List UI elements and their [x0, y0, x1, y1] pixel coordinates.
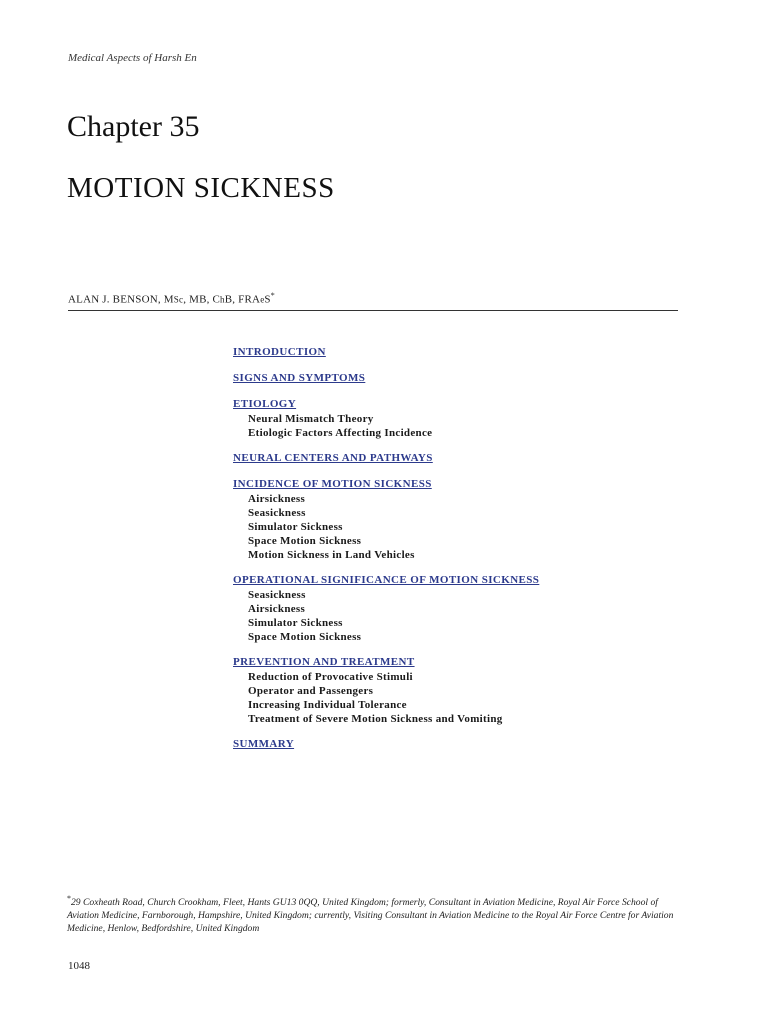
toc-subsection: Seasickness	[248, 507, 306, 519]
degree-small-2: h	[220, 294, 225, 305]
author-sep-2: B, FRA	[224, 293, 261, 306]
toc-subsection: Space Motion Sickness	[248, 631, 362, 643]
footnote	[67, 892, 682, 935]
toc-heading-link[interactable]: PREVENTION AND TREATMENT	[233, 656, 415, 668]
toc-subsection: Seasickness	[248, 589, 306, 601]
toc-heading-link[interactable]: SUMMARY	[233, 738, 295, 750]
toc-subsection: Airsickness	[248, 603, 306, 615]
toc-subsection: Treatment of Severe Motion Sickness and Vomiting	[248, 713, 503, 725]
toc-section	[233, 477, 673, 562]
toc-subsection: Motion Sickness in Land Vehicles	[248, 549, 415, 561]
degree-small-1: Sc	[173, 294, 184, 305]
footnote-text: 29 Coxheath Road, Church Crookham, Fleet, Hants GU13 0QQ, United Kingdom; formerly, Consultant in Aviation Medicine, Royal Air Force School of Aviation Medicine, Farnborough, Hampshire, United Kingdom; currently, Visiting Consultant in Aviation Medicine to the Royal Air Force Centre for Aviation Medicine, Henlow, Bedfordshire, United Kingdom	[67, 897, 674, 935]
chapter-title: MOTION SICKNESS	[67, 172, 335, 204]
footnote-marker: *	[67, 894, 71, 903]
toc-heading-link[interactable]: NEURAL CENTERS AND PATHWAYS	[233, 452, 433, 464]
degree-small-3: e	[260, 294, 265, 305]
author-line	[68, 291, 275, 306]
toc-subsection: Airsickness	[248, 493, 306, 505]
author-sep-1: , MB, C	[183, 293, 221, 306]
toc-section	[233, 371, 673, 386]
table-of-contents	[233, 345, 673, 763]
toc-heading-link[interactable]: ETIOLOGY	[233, 398, 297, 410]
toc-subsection: Simulator Sickness	[248, 521, 343, 533]
toc-heading-link[interactable]: SIGNS AND SYMPTOMS	[233, 372, 366, 384]
chapter-number: Chapter 35	[67, 110, 200, 143]
toc-section	[233, 345, 673, 360]
toc-heading-link[interactable]: INTRODUCTION	[233, 346, 326, 358]
toc-subsection: Increasing Individual Tolerance	[248, 699, 407, 711]
toc-subsection: Etiologic Factors Affecting Incidence	[248, 427, 433, 439]
toc-section	[233, 451, 673, 466]
toc-subsection: Space Motion Sickness	[248, 535, 362, 547]
toc-subsection: Neural Mismatch Theory	[248, 413, 374, 425]
toc-section	[233, 397, 673, 440]
toc-heading-link[interactable]: INCIDENCE OF MOTION SICKNESS	[233, 478, 432, 490]
toc-subsection: Reduction of Provocative Stimuli	[248, 671, 413, 683]
toc-section	[233, 573, 673, 644]
toc-section	[233, 655, 673, 726]
page-number: 1048	[68, 960, 90, 972]
toc-subsection: Simulator Sickness	[248, 617, 343, 629]
degree-end-3: S	[264, 293, 271, 306]
toc-subsection: Operator and Passengers	[248, 685, 374, 697]
header-rule	[68, 310, 678, 311]
toc-section	[233, 737, 673, 752]
running-head: Medical Aspects of Harsh En	[68, 52, 197, 64]
author-name: ALAN J. BENSON, M	[68, 293, 174, 306]
toc-heading-link[interactable]: OPERATIONAL SIGNIFICANCE OF MOTION SICKNESS	[233, 574, 540, 586]
author-footnote-marker: *	[270, 291, 275, 300]
